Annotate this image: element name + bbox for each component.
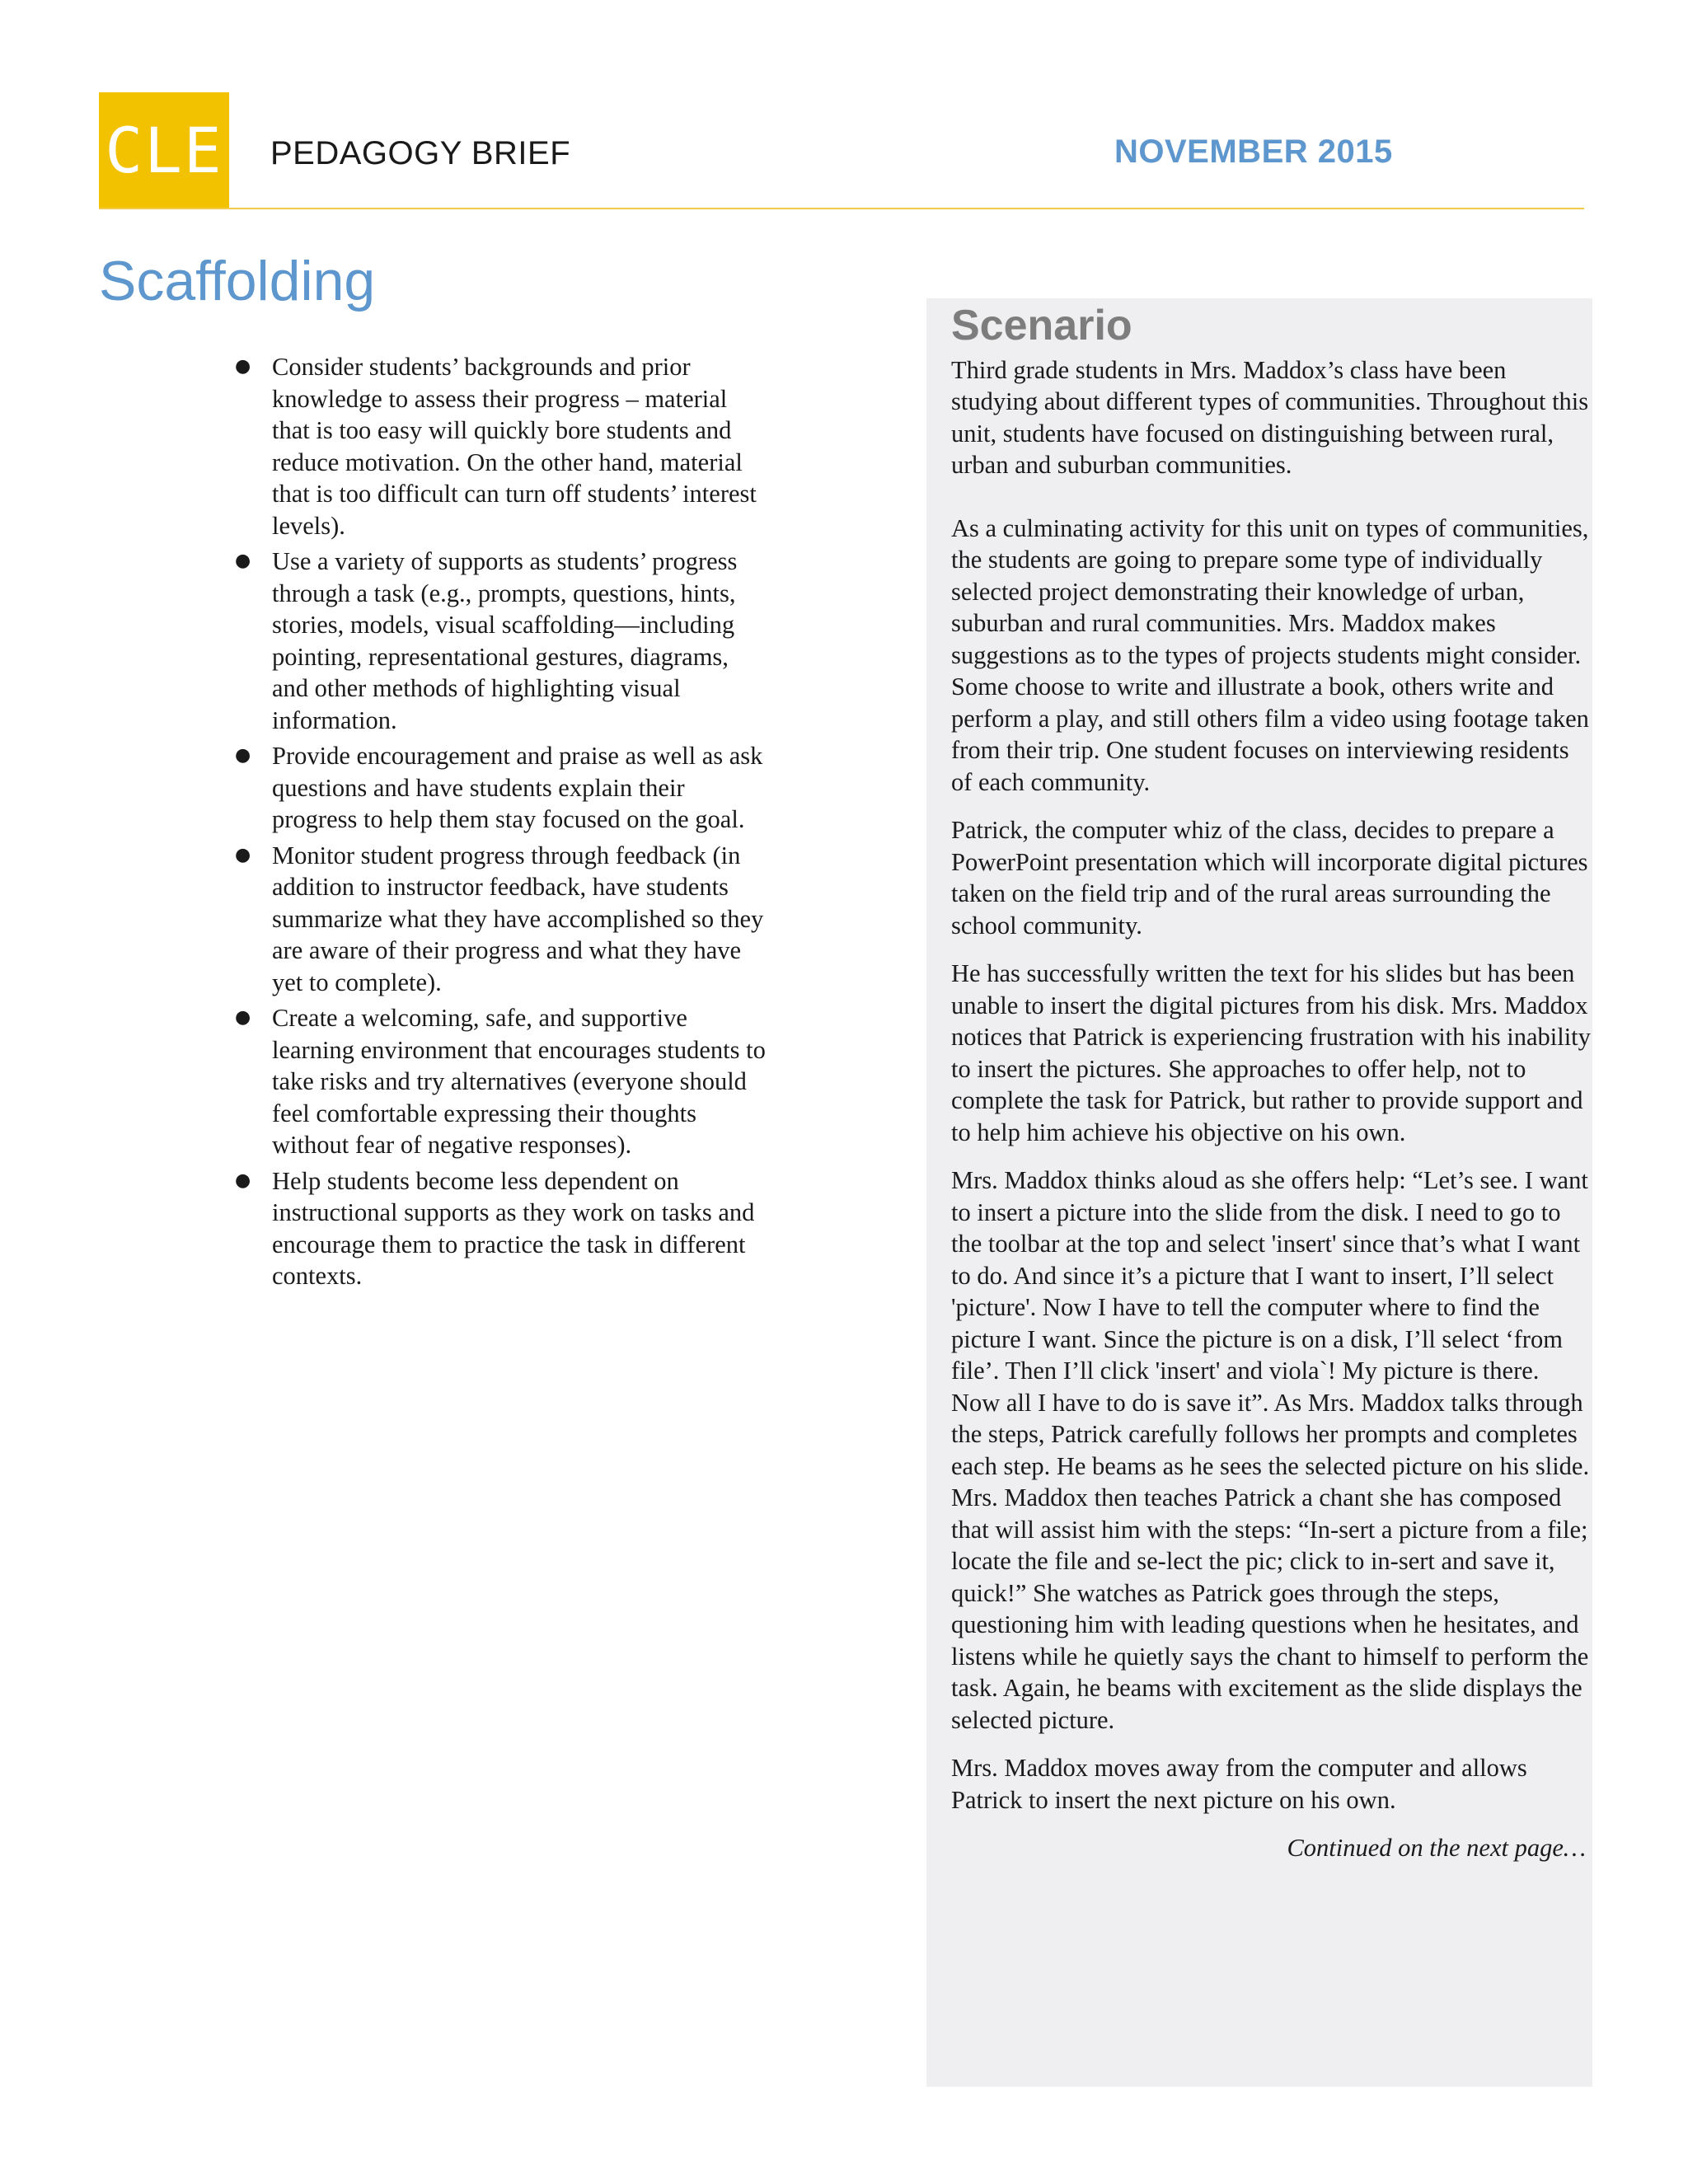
- list-item-text: Consider students’ backgrounds and prior knowledge to assess their progress – material that is too easy will quickly bore students and reduce motivation. On the other hand, material that is too difficult can turn off students’ interest levels).: [272, 353, 757, 540]
- list-item-text: Provide encouragement and praise as well as ask questions and have students explain their progress to help them stay focused on the goal.: [272, 742, 763, 833]
- continued-note: Continued on the next page…: [1287, 1834, 1586, 1863]
- bullet-icon: ●: [235, 356, 251, 377]
- cle-logo: [99, 92, 229, 209]
- list-item-text: Monitor student progress through feedback (in addition to instructor feedback, have students summarize what they have accomplished so they are aware of their progress and what they have yet to complete).: [272, 841, 764, 996]
- scenario-paragraph: Patrick, the computer whiz of the class, decides to prepare a PowerPoint presentation which will incorporate digital pictures taken on the field trip and of the rural areas surrounding the school community.: [951, 816, 1588, 940]
- scenario-paragraph: Third grade students in Mrs. Maddox’s class have been studying about different types of communities. Throughout this unit, students have focused on distinguishing between rural, urban and suburban communities.: [951, 355, 1589, 480]
- list-item: [231, 1165, 767, 1292]
- scenario-panel: [926, 298, 1592, 2087]
- brief-label: PEDAGOGY BRIEF: [270, 135, 571, 171]
- list-item: [231, 740, 767, 836]
- page-title: Scaffolding: [99, 250, 376, 312]
- bullet-icon: ●: [235, 1007, 251, 1028]
- list-item: [231, 840, 767, 999]
- scenario-heading: Scenario: [951, 302, 1132, 349]
- list-item-text: Use a variety of supports as students’ progress through a task (e.g., prompts, questions, hints, stories, models, visual scaffolding—including pointing, representational gestures, diagrams, and other methods of highlighting visual information.: [272, 547, 738, 734]
- strategy-list: [231, 351, 767, 1292]
- list-item: [231, 546, 767, 736]
- scenario-paragraph: As a culminating activity for this unit on types of communities, the students are going to prepare some type of individually selected project demonstrating their knowledge of urban, suburban and rural communities. Mrs. Maddox makes suggestions as to the types of projects students might consider. Some choose to write and illustrate a book, others write and perform a play, and still others film a video using footage taken from their trip. One student focuses on interviewing residents of each community.: [951, 513, 1589, 796]
- list-item-text: Create a welcoming, safe, and supportive learning environment that encourages students to take risks and try alternatives (everyone should feel comfortable expressing their thoughts without fear of negative responses).: [272, 1004, 766, 1159]
- list-item: [231, 351, 767, 541]
- scenario-paragraph: He has successfully written the text for his slides but has been unable to insert the digital pictures from his disk. Mrs. Maddox notices that Patrick is experiencing frustration with his inability to insert the pictures. She approaches to offer help, not to complete the task for Patrick, but rather to provide support and to help him achieve his objective on his own.: [951, 959, 1591, 1146]
- scenario-paragraph: Mrs. Maddox thinks aloud as she offers help: “Let’s see. I want to insert a picture into the slide from the disk. I need to go to the toolbar at the top and select 'insert' since that’s what I want to do. And since it’s a picture that I want to insert, I’ll select 'picture'. Now I have to tell the computer where to find the picture I want. Since the picture is on a disk, I’ll select ‘from file’. Then I’ll click 'insert' and viola`! My picture is there. Now all I have to do is save it”. As Mrs. Maddox talks through the steps, Patrick carefully follows her prompts and completes each step. He beams as he sees the selected picture on his slide. Mrs. Maddox then teaches Patrick a chant she has composed that will assist him with the steps: “In-sert a picture from a file; locate the file and se-lect the pic; click to in-sert and save it, quick!” She watches as Patrick goes through the steps, questioning him with leading questions when he hesitates, and listens while he quietly says the chant to himself to perform the task. Again, he beams with excitement as the slide displays the selected picture.: [951, 1166, 1590, 1734]
- logo-text: CLE: [105, 114, 223, 187]
- bullet-icon: ●: [235, 1169, 251, 1191]
- list-item: [231, 1002, 767, 1161]
- bullet-icon: ●: [235, 745, 251, 766]
- bullet-icon: ●: [235, 844, 251, 865]
- scenario-paragraph: Mrs. Maddox moves away from the computer and allows Patrick to insert the next picture on his own.: [951, 1754, 1527, 1814]
- list-item-text: Help students become less dependent on instructional supports as they work on tasks and encourage them to practice the task in different contexts.: [272, 1166, 755, 1290]
- strategies-column: [231, 351, 767, 1296]
- bullet-icon: ●: [235, 551, 251, 571]
- issue-date: NOVEMBER 2015: [1114, 134, 1393, 170]
- header-rule: [99, 208, 1584, 209]
